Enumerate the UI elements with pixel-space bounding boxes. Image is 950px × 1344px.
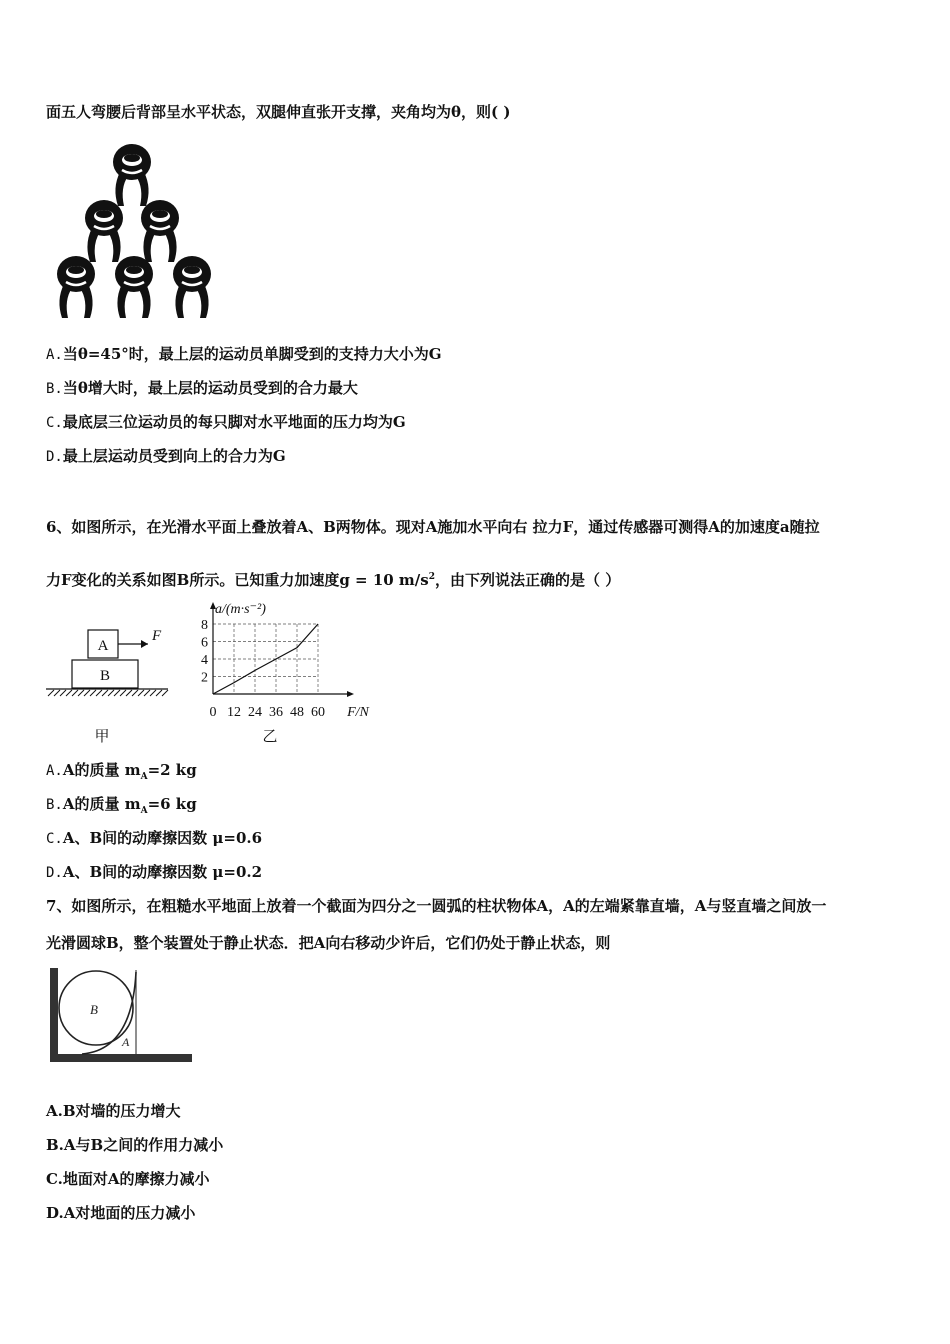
option-tail: =2 kg [147,761,197,779]
q6-stem-line2-a: 力F变化的关系如图B所示。已知重力加速度g = 10 m/s [46,571,429,589]
ground-hatch [48,690,168,696]
option-sub: A [140,772,148,782]
q6-stem-line1: 6、如图所示，在光滑水平面上叠放着A、B两物体。现对A施加水平向右 拉力F，通过传感器可测得A的加速度a随拉 [46,518,820,536]
q7-figure [46,966,196,1068]
athlete-figure [113,144,151,206]
option-letter: A. [46,347,63,363]
ball-label: B [90,1002,98,1017]
athlete-figure [57,256,95,318]
wall [50,968,58,1062]
q6-option-b [46,794,197,821]
q7-option-d: D.A对地面的压力减小 [46,1204,196,1222]
option-text: 当θ=45°时，最上层的运动员单脚受到的支持力大小为G [62,345,442,363]
caption-jia: 甲 [94,729,110,745]
q5-option-d [46,446,286,467]
q7-option-c: C.地面对A的摩擦力减小 [46,1170,210,1188]
option-letter: B. [46,381,63,397]
q5-option-b [46,378,358,399]
floor [50,1054,192,1062]
q7-option-b: B.A与B之间的作用力减小 [46,1136,224,1154]
q5-stem: 面五人弯腰后背部呈水平状态，双腿伸直张开支撑，夹角均为θ，则( ) [46,103,511,121]
option-letter: D. [46,865,63,881]
q6-stem-sup: 2 [428,572,435,582]
q5-option-a [46,344,442,365]
option-text: A、B间的动摩擦因数 μ=0.2 [62,863,263,881]
option-text: 当θ增大时，最上层的运动员受到的合力最大 [62,379,358,397]
option-text: A、B间的动摩擦因数 μ=0.6 [62,829,263,847]
option-letter: C. [46,415,63,431]
option-text: A的质量 m [62,761,141,779]
force-arrowhead [141,640,148,648]
y-axis-label: a/(m·s⁻²) [215,602,266,617]
q6-stem-line2-b: ，由下列说法正确的是（ ） [435,571,621,589]
option-letter: A. [46,763,63,779]
athlete-figure [173,256,211,318]
x-tick-label: 48 [290,705,304,720]
x-axis-label: F/N [347,705,369,720]
q6-option-d [46,862,262,883]
option-sub: A [140,806,148,816]
option-text: 最上层运动员受到向上的合力为G [62,447,286,465]
force-label: F [152,628,162,644]
q6-figure-jia [44,620,174,750]
y-tick-label: 4 [201,653,208,668]
option-text: A的质量 m [62,795,141,813]
q6-chart [192,598,374,750]
athlete-figure [85,200,123,262]
block-a-label: A [97,638,109,654]
y-tick-label: 8 [201,618,208,633]
block-label: A [122,1035,130,1049]
block-b-label: B [99,668,111,684]
y-tick-label: 6 [201,635,208,651]
caption-yi: 乙 [262,729,278,745]
y-tick-label: 2 [201,670,208,686]
human-pyramid-figure [56,140,226,325]
x-tick-label: 0 [209,705,217,720]
x-tick-label: 36 [269,705,283,720]
q5-option-c [46,412,406,433]
x-tick-label: 60 [311,705,325,720]
q6-option-a [46,760,197,787]
athlete-figure [141,200,179,262]
option-letter: C. [46,831,63,847]
x-axis-arrowhead [347,691,354,697]
athlete-figure [115,256,153,318]
q6-option-c [46,828,262,849]
option-letter: B. [46,797,63,813]
x-tick-label: 24 [248,705,262,720]
q7-stem-line1: 7、如图所示，在粗糙水平地面上放着一个截面为四分之一圆弧的柱状物体A，A的左端紧靠直墙，A与竖直墙之间放一 [46,897,827,915]
option-text: 最底层三位运动员的每只脚对水平地面的压力均为G [62,413,406,431]
x-tick-label: 12 [227,705,241,720]
q7-option-a: A.B对墙的压力增大 [46,1102,181,1120]
q6-stem-line2 [46,567,620,590]
option-letter: D. [46,449,63,465]
q7-stem-line2: 光滑圆球B，整个装置处于静止状态．把A向右移动少许后，它们仍处于静止状态，则 [46,934,611,952]
option-tail: =6 kg [147,795,197,813]
